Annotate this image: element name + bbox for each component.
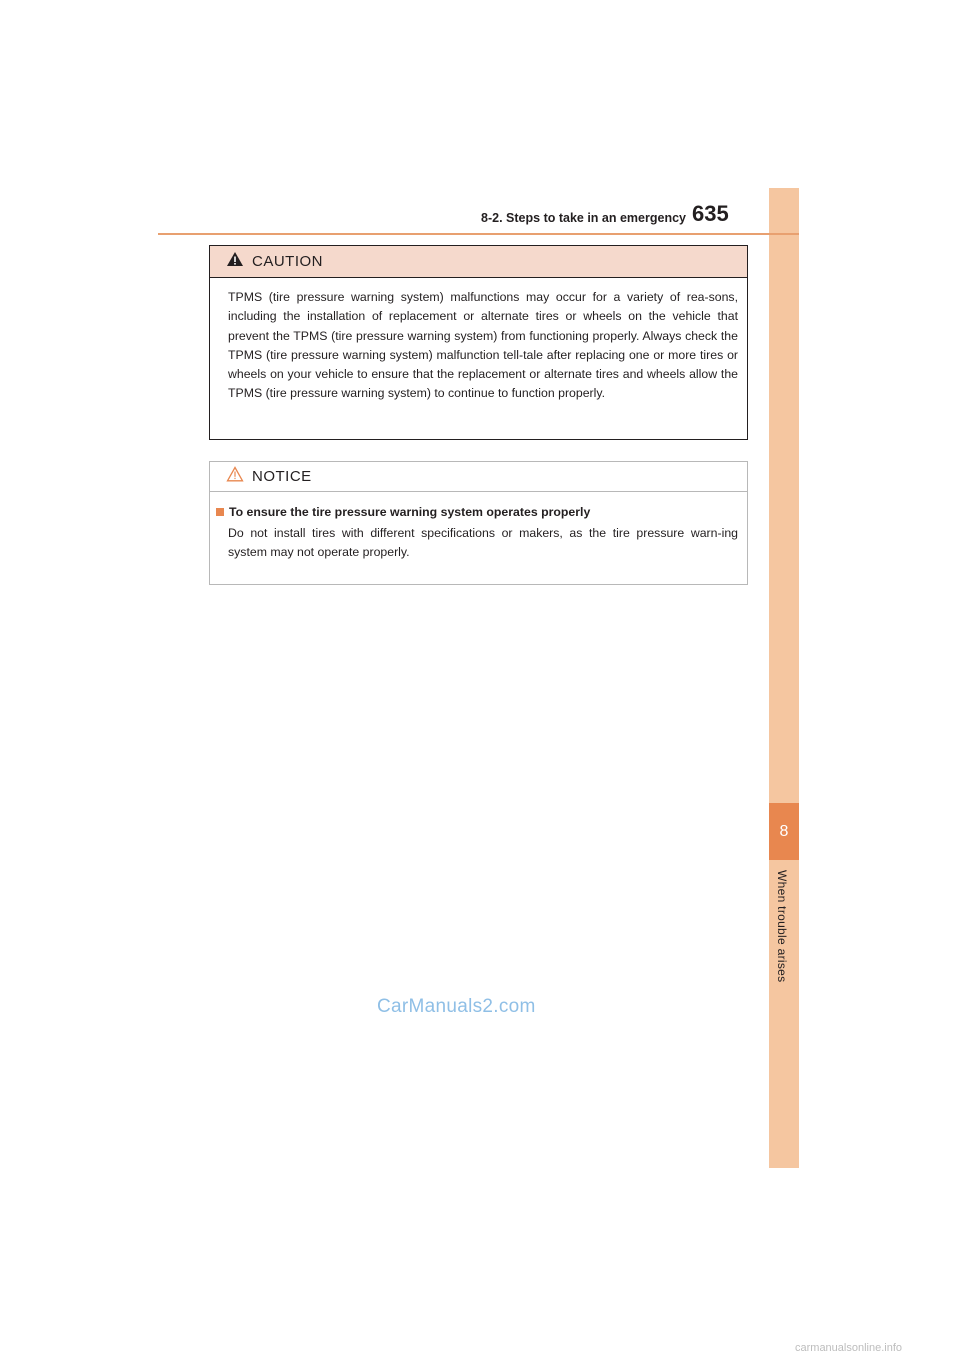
caution-title: CAUTION (252, 253, 323, 270)
page-number: 635 (692, 201, 729, 226)
warning-triangle-filled-icon (226, 251, 244, 272)
section-title: 8-2. Steps to take in an emergency (481, 211, 686, 225)
notice-title: NOTICE (252, 468, 312, 485)
caution-body-text: TPMS (tire pressure warning system) malfunctions may occur for a variety of rea-sons, including the installation of replacement or alternate tires or wheels on the vehicle that prevent the TPMS (tire pressure warning system) from functioning properly. Always check the TPMS (tire pressure warning system) malfunction tell-tale after replacing one or more tires or wheels on your vehicle to ensure that the replacement or alternate tires and wheels allow the TPMS (tire pressure warning system) to continue to function properly. (228, 290, 738, 401)
header-rule (158, 233, 799, 235)
notice-subheading (216, 505, 747, 519)
notice-subheading-text: To ensure the tire pressure warning system operates properly (229, 505, 591, 519)
watermark-footer[interactable]: carmanualsonline.info (795, 1342, 903, 1354)
notice-box (209, 461, 748, 585)
warning-triangle-outline-icon (226, 466, 244, 487)
caution-header (210, 246, 747, 278)
square-bullet-icon (216, 508, 224, 516)
notice-header (210, 462, 747, 492)
chapter-number: 8 (779, 822, 789, 840)
notice-body-text: Do not install tires with different specifications or makers, as the tire pressure warn-ing system may not operate properly. (228, 526, 738, 560)
chapter-label: When trouble arises (775, 870, 789, 983)
watermark-center[interactable]: CarManuals2.com (377, 996, 536, 1017)
chapter-side-tab (769, 188, 799, 1168)
chapter-number-tab (769, 803, 799, 860)
caution-box (209, 245, 748, 440)
